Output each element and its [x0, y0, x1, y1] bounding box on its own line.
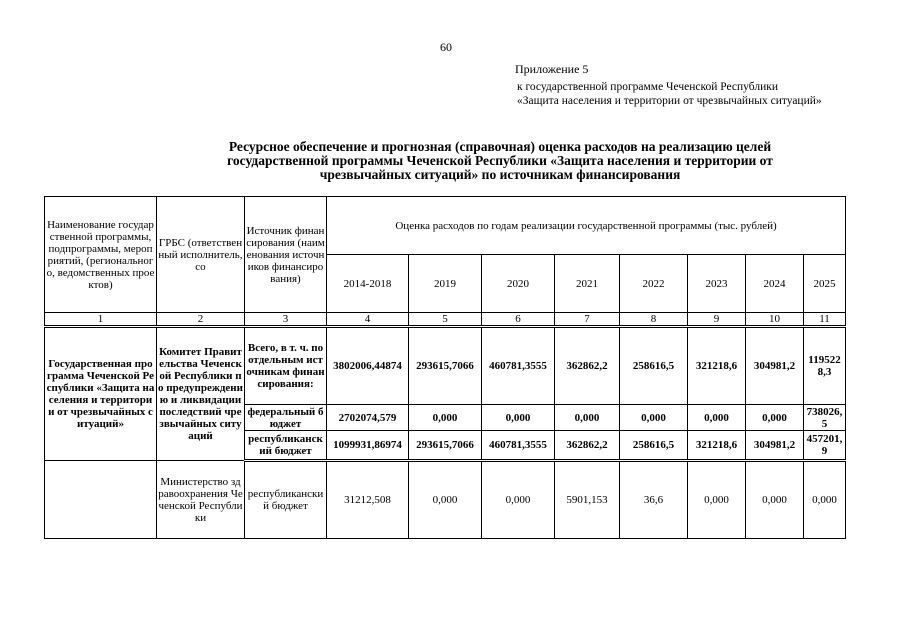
source-republican-cell: республиканский бюджет [245, 461, 327, 539]
value-cell: 5901,153 [555, 461, 620, 539]
value-cell: 0,000 [555, 405, 620, 431]
appendix-program-name: «Защита населения и территории от чрезвычайных ситуаций» [517, 95, 822, 107]
grbs-ministry-cell: Министерство здравоохранения Чеченской Республики [157, 461, 245, 539]
value-cell: 0,000 [409, 461, 482, 539]
value-cell: 2702074,579 [327, 405, 409, 431]
table-row [45, 327, 846, 405]
value-cell: 362862,2 [555, 327, 620, 405]
header-year: 2024 [746, 255, 804, 313]
value-cell: 1099931,86974 [327, 431, 409, 461]
column-number: 5 [409, 313, 482, 327]
source-total-cell: Всего, в т. ч. по отдельным источникам финансирования: [245, 327, 327, 405]
value-cell: 304981,2 [746, 327, 804, 405]
value-cell: 0,000 [620, 405, 688, 431]
column-number: 10 [746, 313, 804, 327]
column-number: 6 [482, 313, 555, 327]
header-grbs: ГРБС (ответственный исполнитель, со [157, 197, 245, 313]
value-cell: 460781,3555 [482, 431, 555, 461]
column-number: 9 [688, 313, 746, 327]
column-number: 7 [555, 313, 620, 327]
value-cell: 1195228,3 [804, 327, 846, 405]
appendix-label: Приложение 5 [515, 62, 589, 76]
value-cell: 460781,3555 [482, 327, 555, 405]
value-cell: 738026,5 [804, 405, 846, 431]
appendix-program-ref: к государственной программе Чеченской Республики [517, 81, 778, 93]
value-cell: 31212,508 [327, 461, 409, 539]
column-number: 3 [245, 313, 327, 327]
column-number: 4 [327, 313, 409, 327]
value-cell: 304981,2 [746, 431, 804, 461]
value-cell: 0,000 [482, 461, 555, 539]
value-cell: 0,000 [688, 405, 746, 431]
header-year: 2021 [555, 255, 620, 313]
header-name: Наименование государственной программы, подпрограммы, мероприятий, (регионального, ведомственных проектов) [45, 197, 157, 313]
source-republican-cell: республиканский бюджет [245, 431, 327, 461]
value-cell: 36,6 [620, 461, 688, 539]
column-number-row [45, 313, 846, 327]
value-cell: 258616,5 [620, 431, 688, 461]
value-cell: 0,000 [688, 461, 746, 539]
program-name-cell: Государственная программа Чеченской Республики «Защита населения и территории от чрезвычайных ситуаций» [45, 327, 157, 461]
value-cell: 258616,5 [620, 327, 688, 405]
value-cell: 0,000 [409, 405, 482, 431]
grbs-committee-cell: Комитет Правительства Чеченской Республики по предупреждению и ликвидации последствий чрезвычайных ситуаций [157, 327, 245, 461]
value-cell: 0,000 [746, 461, 804, 539]
source-federal-cell: федеральный бюджет [245, 405, 327, 431]
title-line-2: государственной программы Чеченской Республики «Защита населения и территории от [227, 153, 773, 168]
value-cell: 0,000 [746, 405, 804, 431]
program-name-continued-cell [45, 461, 157, 539]
value-cell: 293615,7066 [409, 431, 482, 461]
value-cell: 457201,9 [804, 431, 846, 461]
title-line-3: чрезвычайных ситуаций» по источникам финансирования [319, 167, 681, 182]
value-cell: 3802006,44874 [327, 327, 409, 405]
value-cell: 0,000 [804, 461, 846, 539]
header-year: 2014-2018 [327, 255, 409, 313]
value-cell: 293615,7066 [409, 327, 482, 405]
value-cell: 321218,6 [688, 431, 746, 461]
column-number: 1 [45, 313, 157, 327]
appendix-header [515, 62, 822, 108]
column-number: 11 [804, 313, 846, 327]
value-cell: 0,000 [482, 405, 555, 431]
header-year: 2025 [804, 255, 846, 313]
header-year: 2019 [409, 255, 482, 313]
column-number: 2 [157, 313, 245, 327]
header-source: Источник финансирования (наименования источников финансирования) [245, 197, 327, 313]
table-row [45, 461, 846, 539]
title-line-1: Ресурсное обеспечение и прогнозная (справочная) оценка расходов на реализацию целей [228, 139, 772, 154]
column-number: 8 [620, 313, 688, 327]
value-cell: 321218,6 [688, 327, 746, 405]
page-number: 60 [440, 40, 452, 54]
header-year: 2023 [688, 255, 746, 313]
header-year: 2022 [620, 255, 688, 313]
budget-table [44, 196, 846, 539]
value-cell: 362862,2 [555, 431, 620, 461]
header-year: 2020 [482, 255, 555, 313]
header-estimate: Оценка расходов по годам реализации государственной программы (тыс. рублей) [327, 197, 846, 255]
document-title [130, 140, 870, 182]
